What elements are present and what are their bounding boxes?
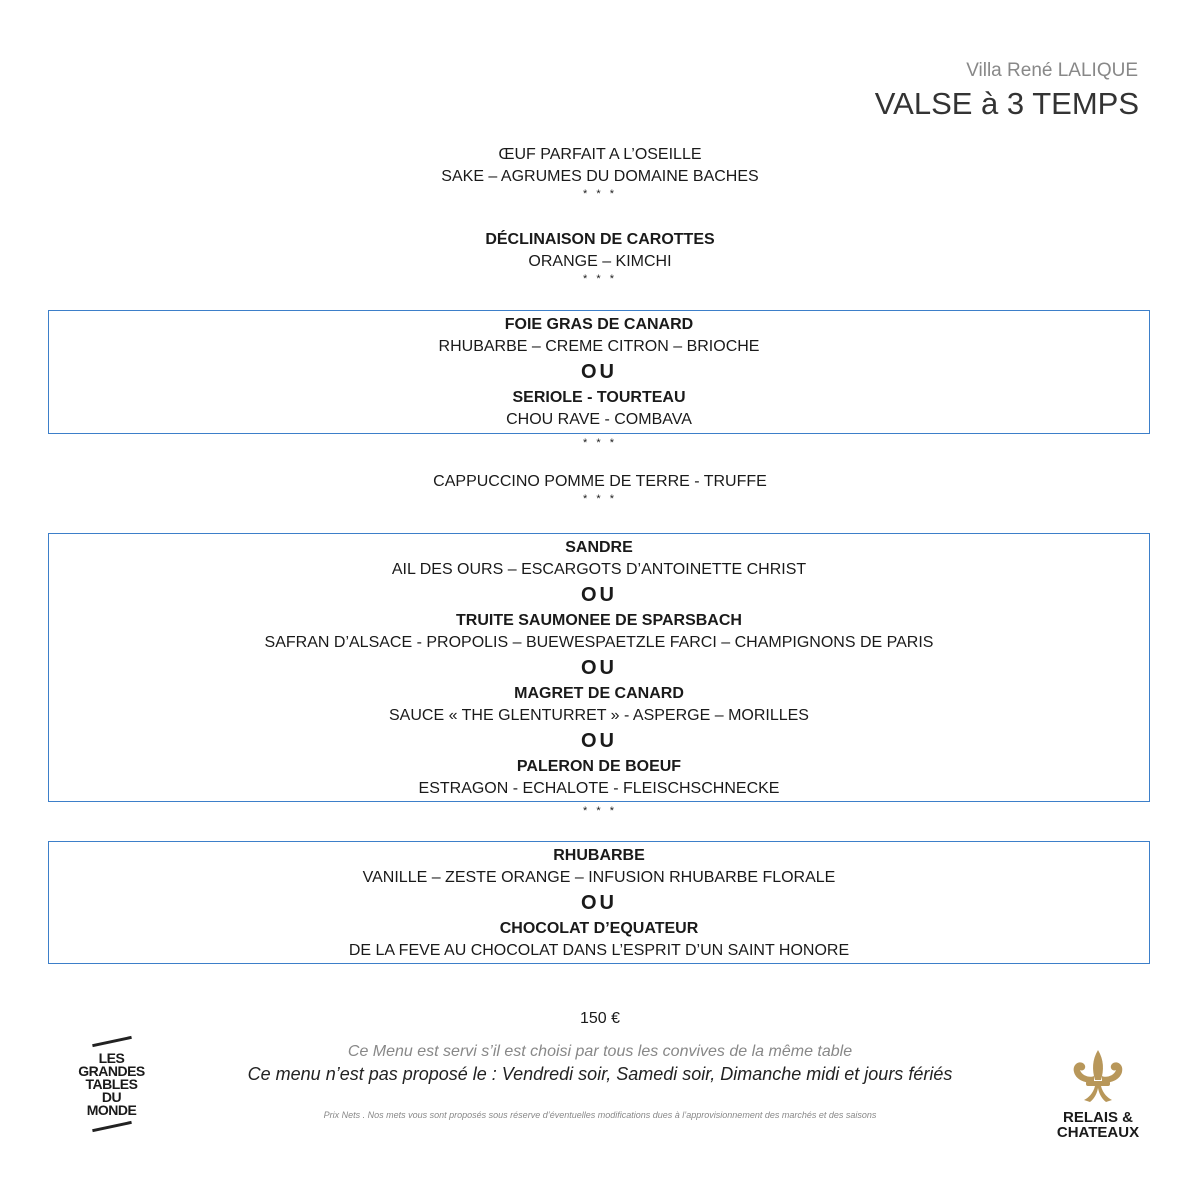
dessert-choice-box [48,841,1150,964]
venue-name: Villa René LALIQUE [966,60,1138,81]
dish-title: SERIOLE - TOURTEAU [512,389,686,406]
dish-title: FOIE GRAS DE CANARD [504,316,694,333]
course-5-choice-box [48,533,1150,802]
menu-title: VALSE à 3 TEMPS [874,86,1139,121]
separator: * * * [583,493,617,505]
separator: * * * [583,188,617,200]
dish-description: VANILLE – ZESTE ORANGE – INFUSION RHUBARBE FLORALE [362,869,836,886]
or-separator: OU [581,584,617,606]
course-3-choice-box [48,310,1150,434]
availability-note: Ce menu n’est pas proposé le : Vendredi soir, Samedi soir, Dimanche midi et jours fériés [247,1064,953,1084]
dish-title: DÉCLINAISON DE CAROTTES [485,231,715,248]
separator: * * * [583,805,617,817]
dish-title: CAPPUCCINO POMME DE TERRE - TRUFFE [433,473,767,490]
dish-description: ESTRAGON - ECHALOTE - FLEISCHSCHNECKE [418,780,780,797]
dish-title: SANDRE [565,539,633,556]
dish-title: ŒUF PARFAIT A L’OSEILLE [498,146,702,163]
dish-description: CHOU RAVE - COMBAVA [506,411,692,428]
les-grandes-tables-du-monde-logo: LES GRANDES TABLES DU MONDE [74,1040,149,1128]
separator: * * * [583,437,617,449]
or-separator: OU [581,730,617,752]
course-2 [0,229,1200,285]
or-separator: OU [581,361,617,383]
dish-description: AIL DES OURS – ESCARGOTS D’ANTOINETTE CHRIST [391,561,807,578]
menu-price: 150 € [579,1010,621,1027]
course-1 [0,144,1200,200]
dish-description: DE LA FEVE AU CHOCOLAT DANS L’ESPRIT D’UN SAINT HONORE [348,942,850,959]
dish-description: ORANGE – KIMCHI [528,253,672,270]
fleur-de-lis-icon [1068,1048,1128,1106]
dish-title: PALERON DE BOEUF [516,758,682,775]
dish-title: TRUITE SAUMONEE DE SPARSBACH [456,612,742,629]
or-separator: OU [581,892,617,914]
dish-description: SAUCE « THE GLENTURRET » - ASPERGE – MORILLES [389,707,809,724]
dish-title: RHUBARBE [553,847,645,864]
serving-note: Ce Menu est servi s’il est choisi par tous les convives de la même table [347,1043,853,1060]
course-4 [0,471,1200,505]
relais-chateaux-logo: RELAIS & CHATEAUX [1050,1048,1146,1140]
or-separator: OU [581,657,617,679]
dish-description: SAKE – AGRUMES DU DOMAINE BACHES [441,168,759,185]
dish-title: MAGRET DE CANARD [514,685,684,702]
separator: * * * [583,273,617,285]
dish-title: CHOCOLAT D’EQUATEUR [499,920,699,937]
dish-description: RHUBARBE – CREME CITRON – BRIOCHE [438,338,760,355]
price-disclaimer: Prix Nets . Nos mets vous sont proposés sous réserve d’éventuelles modifications dues à l’approvisionnement des marchés et des saisons [323,1110,877,1120]
dish-description: SAFRAN D’ALSACE - PROPOLIS – BUEWESPAETZLE FARCI – CHAMPIGNONS DE PARIS [264,634,934,651]
